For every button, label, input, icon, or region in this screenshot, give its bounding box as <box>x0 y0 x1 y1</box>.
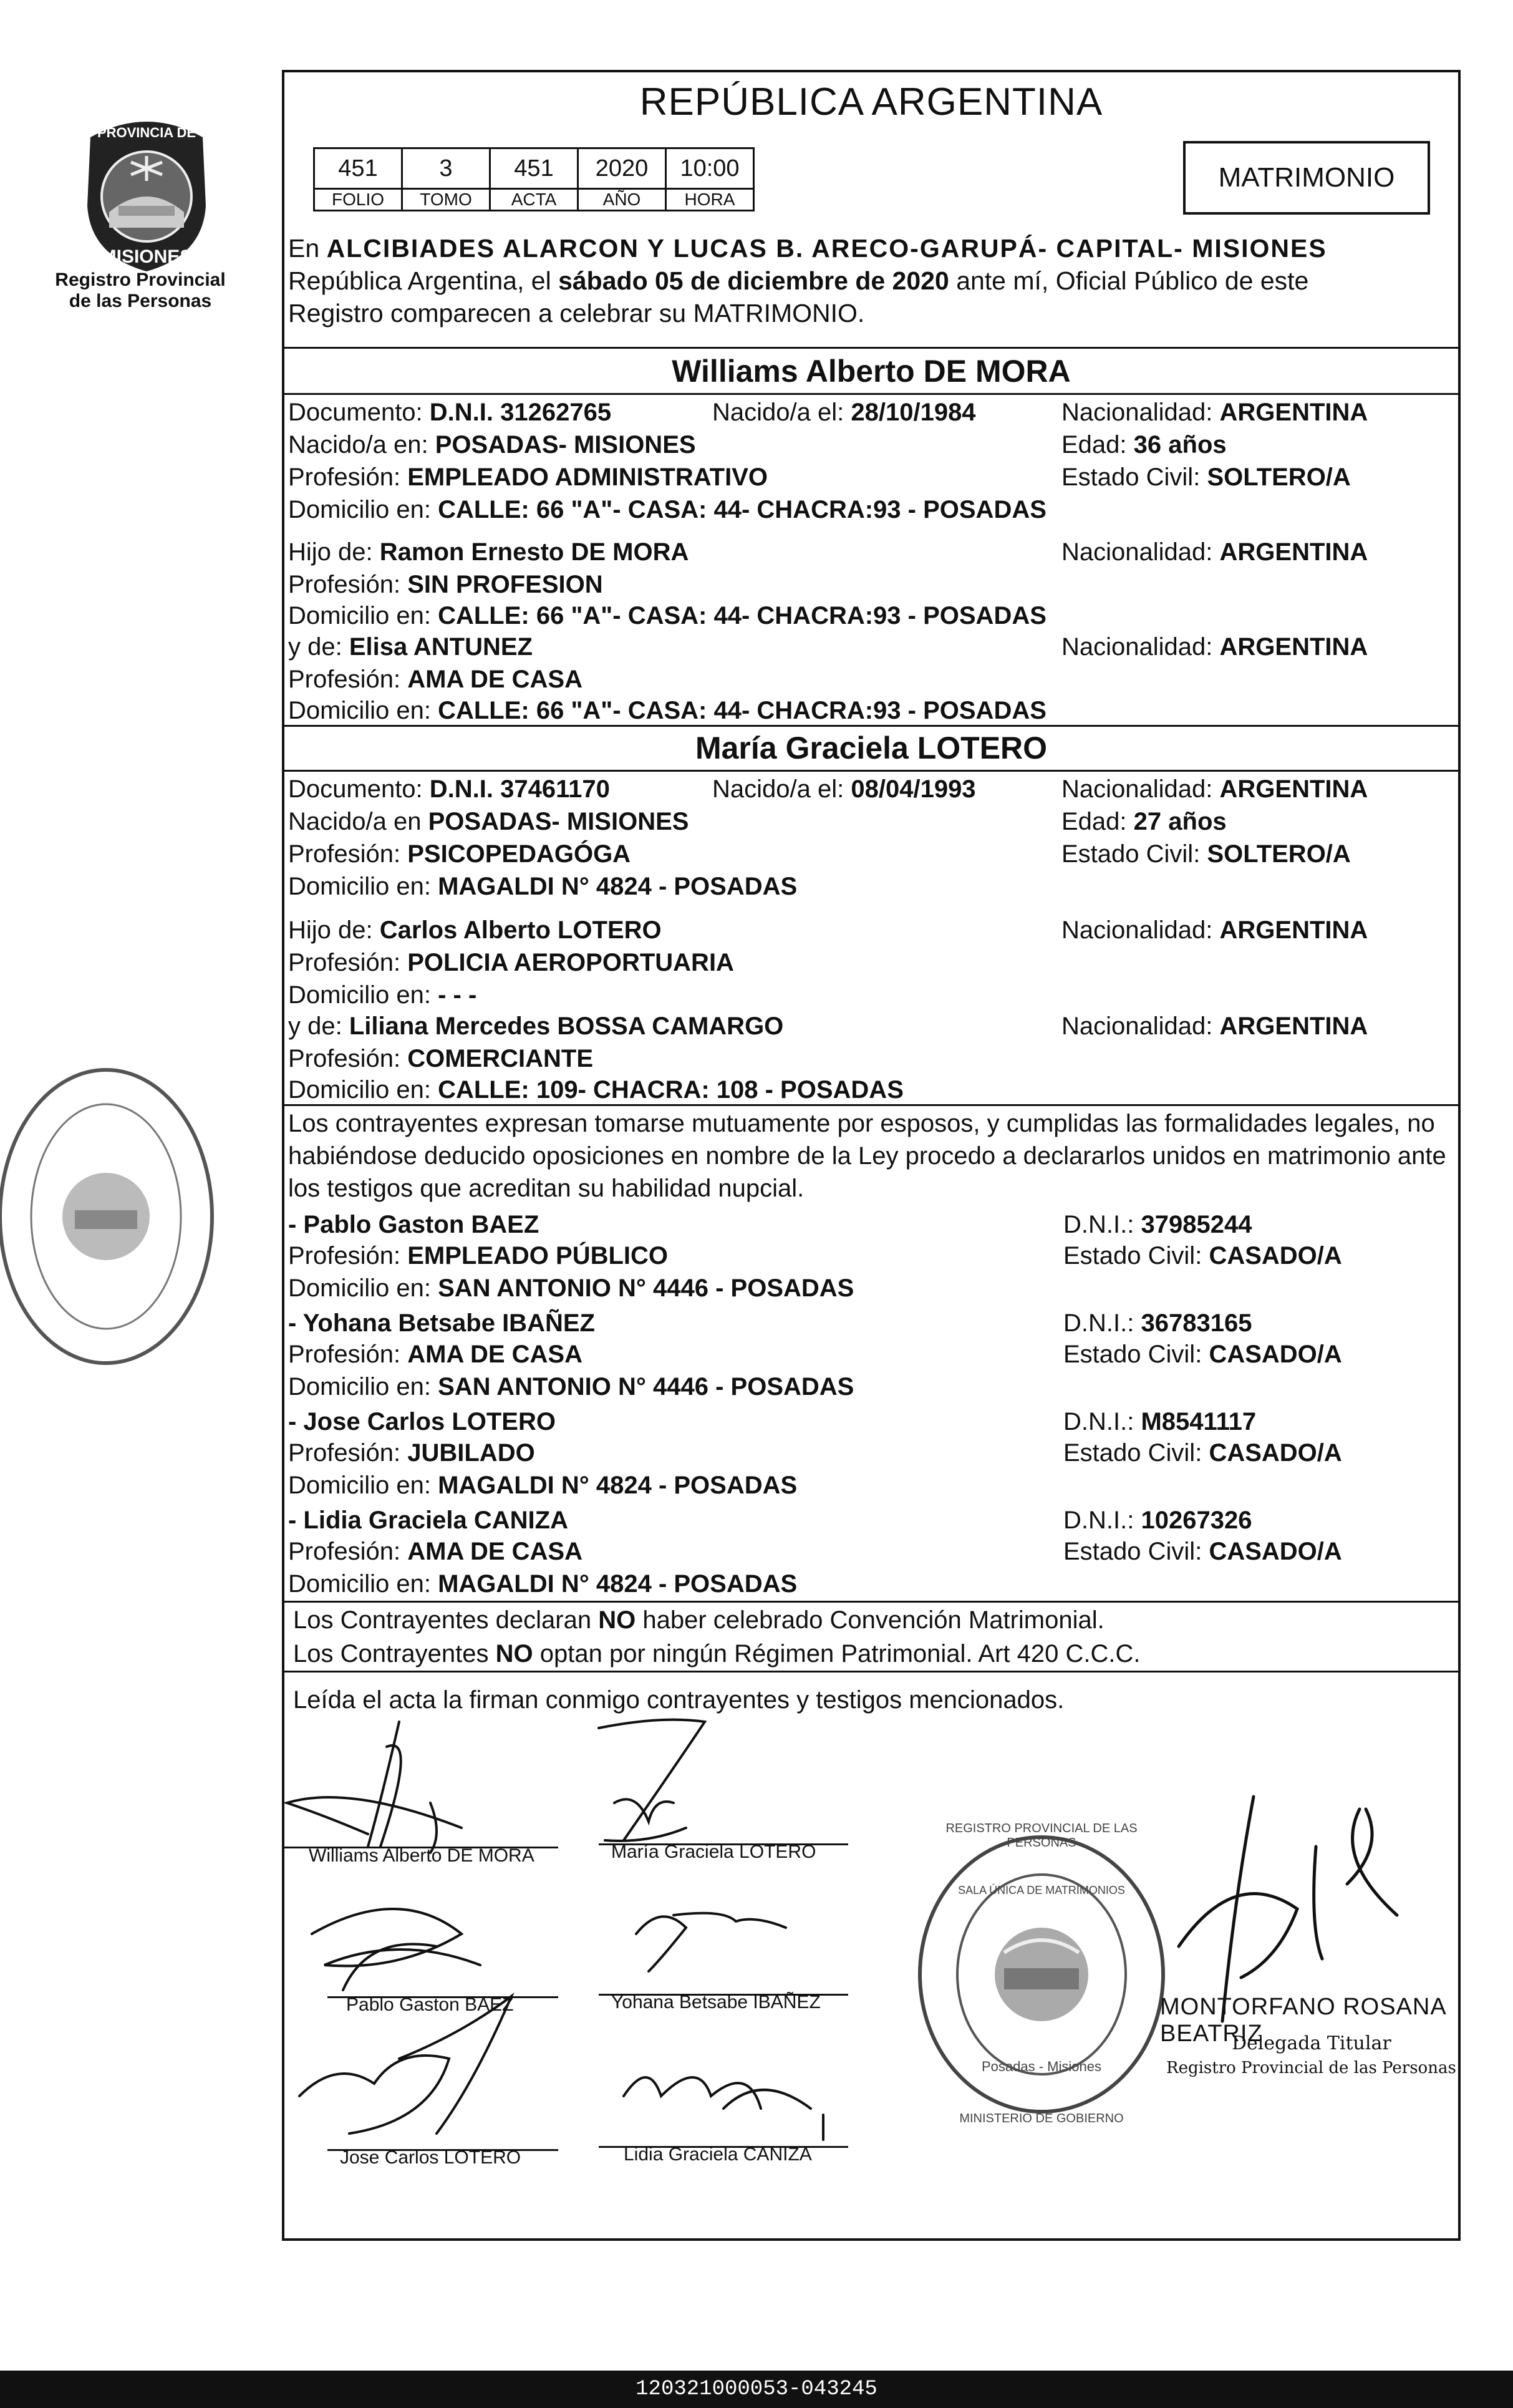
label: Domicilio en: <box>288 1472 431 1499</box>
spouse1-birthdate <box>712 397 976 428</box>
label: Nacido/a el: <box>712 775 844 803</box>
intro-en: En <box>288 234 320 263</box>
value: - Lidia Graciela CANIZA <box>288 1507 568 1534</box>
value: SOLTERO/A <box>1207 464 1351 491</box>
spouse1-birthplace <box>288 429 696 460</box>
spouse1-name: Williams Alberto DE MORA <box>672 354 1071 389</box>
text-no: NO <box>495 1640 533 1668</box>
label: Profesión: <box>288 840 401 868</box>
registry-table <box>313 147 755 211</box>
value: - Pablo Gaston BAEZ <box>288 1211 539 1238</box>
value: D.N.I. 37461170 <box>429 775 610 803</box>
label: Nacionalidad: <box>1061 633 1213 661</box>
act-type-box: MATRIMONIO <box>1183 141 1430 215</box>
value: POLICIA AEROPORTUARIA <box>407 949 734 976</box>
official-name: MONTORFANO ROSANA BEATRIZ <box>1160 1994 1446 2047</box>
value: - - - <box>438 981 477 1009</box>
convention-line2 <box>293 1638 1141 1669</box>
signature-witness3: Jose Carlos LOTERO <box>340 2147 521 2168</box>
value: ARGENTINA <box>1219 775 1368 803</box>
stamp-text-city: Posadas - Misiones <box>982 2059 1101 2074</box>
label: Edad: <box>1061 431 1127 459</box>
value: SOLTERO/A <box>1207 840 1351 868</box>
spouse2-birthplace <box>288 806 689 837</box>
value: 37985244 <box>1141 1211 1252 1238</box>
label: D.N.I.: <box>1063 1309 1134 1337</box>
label: Profesión: <box>288 464 401 491</box>
spouse2-document <box>288 774 610 805</box>
label: Profesión: <box>288 1045 401 1072</box>
label: Profesión: <box>288 571 401 598</box>
value: Liliana Mercedes BOSSA CAMARGO <box>349 1012 784 1040</box>
text-pre: Los Contrayentes <box>293 1640 489 1668</box>
label: Domicilio en: <box>288 981 431 1009</box>
label: Nacido/a en <box>288 808 422 835</box>
spouse2-father <box>288 915 662 946</box>
value: MAGALDI N° 4824 - POSADAS <box>438 873 798 900</box>
spouse2-father-address <box>288 979 476 1011</box>
signature-witness1: Pablo Gaston BAEZ <box>346 1994 514 2015</box>
spouse1-age <box>1061 429 1227 460</box>
spouse1-civil-status <box>1061 462 1351 493</box>
value: CALLE: 66 "A"- CASA: 44- CHACRA:93 - POSADAS <box>438 602 1047 629</box>
value: SAN ANTONIO N° 4446 - POSADAS <box>438 1373 854 1401</box>
declaration-line3: los testigos que acreditan su habilidad nupcial. <box>288 1175 805 1202</box>
official-title: Delegada Titular <box>1232 2032 1391 2054</box>
label: Nacionalidad: <box>1061 538 1213 566</box>
spouse2-nationality <box>1061 774 1368 805</box>
label: Domicilio en: <box>288 1373 431 1401</box>
folio-value: 451 <box>314 148 402 189</box>
spouse2-father-nationality <box>1061 915 1368 946</box>
label: Estado Civil: <box>1063 1242 1202 1270</box>
label: D.N.I.: <box>1063 1408 1134 1435</box>
label: y de: <box>288 633 342 661</box>
spouse1-father-address <box>288 600 1047 631</box>
label: Estado Civil: <box>1061 840 1201 868</box>
divider <box>282 1671 1461 1672</box>
spouse2-age <box>1061 806 1227 837</box>
witness-name <box>288 1406 556 1437</box>
spouse2-mother-nationality <box>1061 1011 1368 1042</box>
document-footer: 120321000053-043245 <box>0 2371 1513 2408</box>
spouse1-nationality <box>1061 397 1368 428</box>
label: Nacido/a el: <box>712 399 844 426</box>
witness-dni <box>1063 1209 1252 1240</box>
stamp-text-ministry: MINISTERIO DE GOBIERNO <box>959 2112 1124 2125</box>
label: Domicilio en: <box>288 602 431 629</box>
witness-dni <box>1063 1505 1252 1536</box>
label: Domicilio en: <box>288 1570 431 1598</box>
label: Profesión: <box>288 1538 401 1565</box>
value: ARGENTINA <box>1219 538 1368 566</box>
value: EMPLEADO PÚBLICO <box>407 1242 669 1270</box>
signatures-handwriting <box>274 1709 923 2177</box>
spouse1-mother-address <box>288 695 1047 726</box>
value: CASADO/A <box>1209 1538 1342 1565</box>
label: Nacido/a en: <box>288 431 428 459</box>
label: Edad: <box>1061 808 1127 835</box>
value: CALLE: 109- CHACRA: 108 - POSADAS <box>438 1076 904 1104</box>
label: Nacionalidad: <box>1061 775 1213 803</box>
divider <box>282 725 1461 727</box>
text-post: haber celebrado Convención Matrimonial. <box>642 1606 1105 1634</box>
spouse2-civil-status <box>1061 838 1351 870</box>
page-title: REPÚBLICA ARGENTINA <box>639 80 1103 124</box>
hora-value: 10:00 <box>666 148 754 189</box>
label: Hijo de: <box>288 538 373 566</box>
spouse2-profession <box>288 838 631 870</box>
stamp-text-inner: SALA ÚNICA DE MATRIMONIOS <box>958 1884 1125 1896</box>
value: MAGALDI N° 4824 - POSADAS <box>438 1570 798 1598</box>
value: JUBILADO <box>407 1439 535 1467</box>
witness-address <box>288 1568 797 1600</box>
value: COMERCIANTE <box>407 1045 594 1072</box>
tomo-label: TOMO <box>402 189 490 211</box>
value: ARGENTINA <box>1219 399 1368 426</box>
value: - Yohana Betsabe IBAÑEZ <box>288 1309 595 1337</box>
matrimony-stamp-left <box>0 1054 237 1379</box>
witness-dni <box>1063 1406 1256 1437</box>
label: D.N.I.: <box>1063 1507 1134 1534</box>
label: Hijo de: <box>288 916 373 944</box>
acta-value: 451 <box>490 148 578 189</box>
logo-text-top: PROVINCIA DE <box>97 125 196 140</box>
value: EMPLEADO ADMINISTRATIVO <box>407 464 768 491</box>
label: Domicilio en: <box>288 873 431 900</box>
label: Domicilio en: <box>288 1076 431 1104</box>
witness-civil-status <box>1063 1240 1342 1271</box>
spouse1-address <box>288 494 1047 525</box>
spouse2-mother-profession <box>288 1043 593 1074</box>
witness-address <box>288 1371 854 1402</box>
anio-label: AÑO <box>578 189 666 211</box>
text-post: optan por ningún Régimen Patrimonial. Art 420 C.C.C. <box>539 1640 1141 1668</box>
value: ARGENTINA <box>1219 633 1368 661</box>
value: M8541117 <box>1141 1408 1257 1435</box>
witness-name <box>288 1209 539 1240</box>
witness-address <box>288 1470 797 1501</box>
value: SAN ANTONIO N° 4446 - POSADAS <box>438 1274 854 1302</box>
spouse1-document <box>288 397 611 428</box>
intro-line2-post: ante mí, Oficial Público de este <box>956 266 1309 295</box>
witness-address <box>288 1273 854 1304</box>
label: Domicilio en: <box>288 1274 431 1302</box>
value: CASADO/A <box>1209 1242 1342 1270</box>
divider <box>282 347 1461 349</box>
text-no: NO <box>598 1606 636 1634</box>
value: CASADO/A <box>1209 1341 1342 1368</box>
intro-line3: Registro comparecen a celebrar su MATRIMONIO. <box>288 299 865 328</box>
intro-line2 <box>288 265 1457 297</box>
divider <box>282 1601 1461 1603</box>
spouse2-birthdate <box>712 774 976 805</box>
divider <box>282 770 1461 772</box>
label: Estado Civil: <box>1063 1341 1202 1368</box>
value: POSADAS- MISIONES <box>435 431 696 459</box>
witness-profession <box>288 1536 582 1567</box>
signature-spouse2: María Graciela LOTERO <box>611 1842 816 1862</box>
witness-profession <box>288 1437 535 1469</box>
declaration-line1: Los contrayentes expresan tomarse mutuamente por esposos, y cumplidas las formalidades legales, no <box>288 1110 1435 1137</box>
value: 08/04/1993 <box>851 775 976 803</box>
value: SIN PROFESION <box>407 571 603 598</box>
folio-label: FOLIO <box>314 189 402 211</box>
label: Documento: <box>288 399 423 426</box>
value: AMA DE CASA <box>407 666 582 693</box>
witness-profession <box>288 1240 668 1271</box>
label: Profesión: <box>288 1439 401 1467</box>
spouse1-mother-nationality <box>1061 631 1368 663</box>
value: AMA DE CASA <box>407 1341 582 1368</box>
spouse1-father-nationality <box>1061 536 1368 568</box>
intro-line2-pre: República Argentina, el <box>288 266 551 295</box>
spouse2-mother-address <box>288 1074 904 1105</box>
registry-name-line1: Registro Provincial <box>55 269 226 290</box>
value: POSADAS- MISIONES <box>428 808 689 835</box>
value: 10267326 <box>1141 1507 1252 1534</box>
value: ARGENTINA <box>1219 916 1368 944</box>
value: 36 años <box>1133 431 1227 459</box>
label: y de: <box>288 1012 342 1040</box>
label: Estado Civil: <box>1063 1439 1202 1467</box>
label: Documento: <box>288 775 423 803</box>
label: Nacionalidad: <box>1061 916 1213 944</box>
label: Estado Civil: <box>1063 1538 1202 1565</box>
value: CALLE: 66 "A"- CASA: 44- CHACRA:93 - POSADAS <box>438 496 1047 523</box>
value: CASADO/A <box>1209 1439 1342 1467</box>
signature-witness2: Yohana Betsabe IBAÑEZ <box>611 1992 821 2012</box>
spouse2-address <box>288 871 797 902</box>
anio-value: 2020 <box>578 148 666 189</box>
spouse2-name: María Graciela LOTERO <box>695 731 1048 765</box>
acta-label: ACTA <box>490 189 578 211</box>
label: Domicilio en: <box>288 697 431 724</box>
divider <box>282 1104 1461 1106</box>
value: PSICOPEDAGÓGA <box>407 840 631 868</box>
text-pre: Los Contrayentes declaran <box>293 1606 592 1634</box>
label: Profesión: <box>288 1341 401 1368</box>
label: Domicilio en: <box>288 496 431 523</box>
witness-name <box>288 1505 568 1536</box>
label: D.N.I.: <box>1063 1211 1134 1238</box>
closing-text: Leída el acta la firman conmigo contrayentes y testigos mencionados. <box>293 1686 1065 1714</box>
value: CALLE: 66 "A"- CASA: 44- CHACRA:93 - POSADAS <box>438 697 1047 724</box>
official-org: Registro Provincial de las Personas <box>1166 2059 1456 2077</box>
witness-civil-status <box>1063 1437 1342 1469</box>
hora-label: HORA <box>666 189 754 211</box>
witness-dni <box>1063 1308 1252 1339</box>
label: Profesión: <box>288 666 401 693</box>
signature-spouse1: Williams Alberto DE MORA <box>309 1845 534 1866</box>
value: 28/10/1984 <box>851 399 976 426</box>
intro-place: ALCIBIADES ALARCON Y LUCAS B. ARECO-GARUPÁ- CAPITAL- MISIONES <box>326 234 1327 263</box>
value: Carlos Alberto LOTERO <box>379 916 662 944</box>
logo-text-bottom: MISIONES <box>100 246 193 267</box>
spouse1-father <box>288 536 689 568</box>
label: Nacionalidad: <box>1061 399 1213 426</box>
value: - Jose Carlos LOTERO <box>288 1408 556 1435</box>
divider <box>282 393 1461 395</box>
witness-name <box>288 1308 595 1339</box>
witness-civil-status <box>1063 1339 1342 1370</box>
spouse1-father-profession <box>288 569 603 600</box>
spouse2-mother <box>288 1011 783 1042</box>
stamp-text-outer: REGISTRO PROVINCIAL DE LAS PERSONAS <box>945 1822 1138 1850</box>
value: 36783165 <box>1141 1309 1252 1337</box>
value: Elisa ANTUNEZ <box>349 633 533 661</box>
spouse1-mother-profession <box>288 664 582 695</box>
intro-date: sábado 05 de diciembre de 2020 <box>558 266 949 295</box>
declaration-line2: habiéndose deducido oposiciones en nombre de la Ley procedo a declararlos unidos en matrimonio ante <box>288 1142 1446 1170</box>
label: Nacionalidad: <box>1061 1012 1213 1040</box>
value: Ramon Ernesto DE MORA <box>379 538 689 566</box>
registry-name-line2: de las Personas <box>69 291 212 311</box>
official-stamp <box>911 1828 1172 2121</box>
label: Profesión: <box>288 1242 401 1270</box>
intro-line1 <box>288 232 1457 265</box>
value: 27 años <box>1133 808 1227 835</box>
value: MAGALDI N° 4824 - POSADAS <box>438 1472 798 1499</box>
witness-profession <box>288 1339 582 1370</box>
value: AMA DE CASA <box>407 1538 582 1565</box>
tomo-value: 3 <box>402 148 490 189</box>
witness-civil-status <box>1063 1536 1342 1567</box>
label: Estado Civil: <box>1061 464 1201 491</box>
value: ARGENTINA <box>1219 1012 1368 1040</box>
label: Profesión: <box>288 949 401 976</box>
spouse1-profession <box>288 462 768 493</box>
signature-witness4: Lidia Graciela CANIZA <box>624 2144 812 2165</box>
value: D.N.I. 31262765 <box>429 399 612 426</box>
convention-line1 <box>293 1605 1105 1636</box>
spouse1-mother <box>288 631 533 663</box>
spouse2-father-profession <box>288 947 734 978</box>
